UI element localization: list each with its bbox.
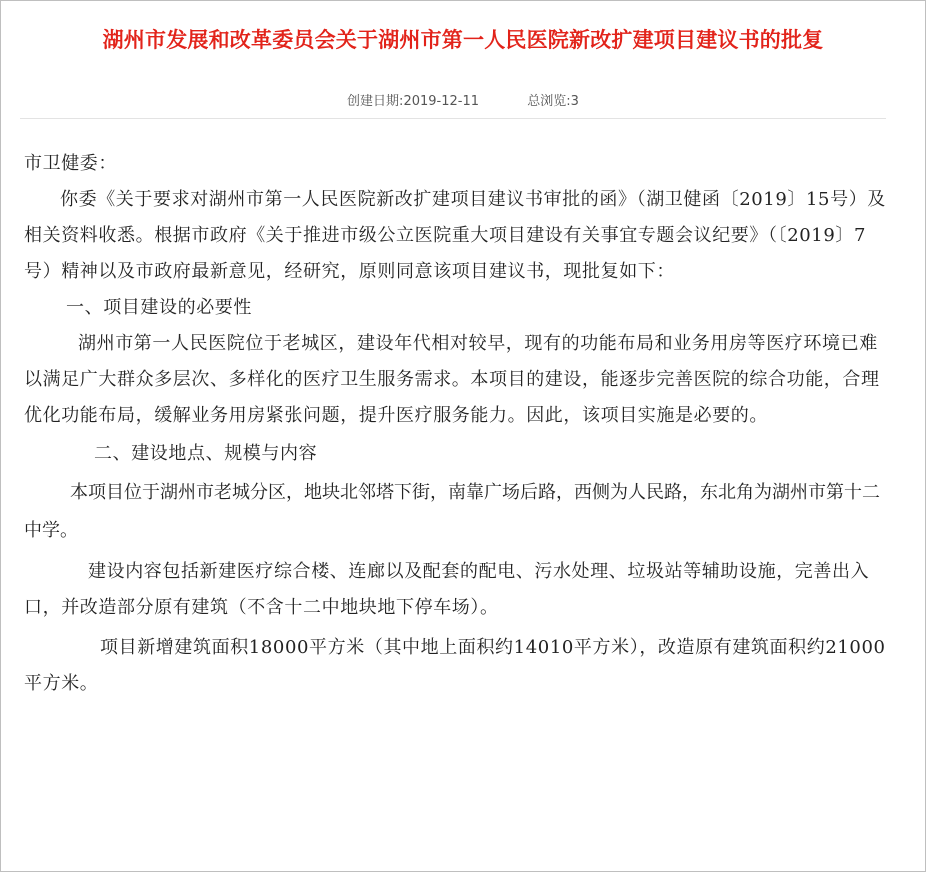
section-heading-location: 二、建设地点、规模与内容 (94, 443, 318, 464)
paragraph-necessity: 湖州市第一人民医院位于老城区，建设年代相对较早，现有的功能布局和业务用房等医疗环境已难以满足广大群众多层次、多样化的医疗卫生服务需求。本项目的建设，能逐步完善医院的综合功能，合理优化功能布局，缓解业务用房紧张问题，提升医疗服务能力。因此，该项目实施是必要的。 (24, 333, 880, 426)
paragraph-intro: 你委《关于要求对湖州市第一人民医院新改扩建项目建议书审批的函》（湖卫健函〔2019〕15号）及相关资料收悉。根据市政府《关于推进市级公立医院重大项目建设有关事宜专题会议纪要》（〔2019〕7号）精神以及市政府最新意见，经研究，原则同意该项目建议书，现批复如下： (24, 189, 886, 282)
header-divider (20, 118, 886, 119)
document-body (24, 146, 886, 702)
views-label: 总浏览: (527, 94, 571, 109)
addressee: 市卫健委： (24, 153, 117, 174)
paragraph-area: 项目新增建筑面积18000平方米（其中地上面积约14010平方米），改造原有建筑面积约21000平方米。 (24, 637, 886, 694)
created-label: 创建日期: (347, 94, 404, 109)
created-date: 2019-12-11 (403, 94, 479, 109)
section-heading-necessity: 一、项目建设的必要性 (66, 297, 252, 318)
paragraph-location: 本项目位于湖州市老城分区，地块北邻塔下街，南靠广场后路，西侧为人民路，东北角为湖州市第十二中学。 (24, 482, 880, 541)
paragraph-content: 建设内容包括新建医疗综合楼、连廊以及配套的配电、污水处理、垃圾站等辅助设施，完善出入口，并改造部分原有建筑（不含十二中地块地下停车场）。 (24, 561, 870, 618)
document-meta (0, 90, 926, 109)
views-count: 3 (570, 94, 579, 109)
document-title: 湖州市发展和改革委员会关于湖州市第一人民医院新改扩建项目建议书的批复 (102, 28, 824, 52)
